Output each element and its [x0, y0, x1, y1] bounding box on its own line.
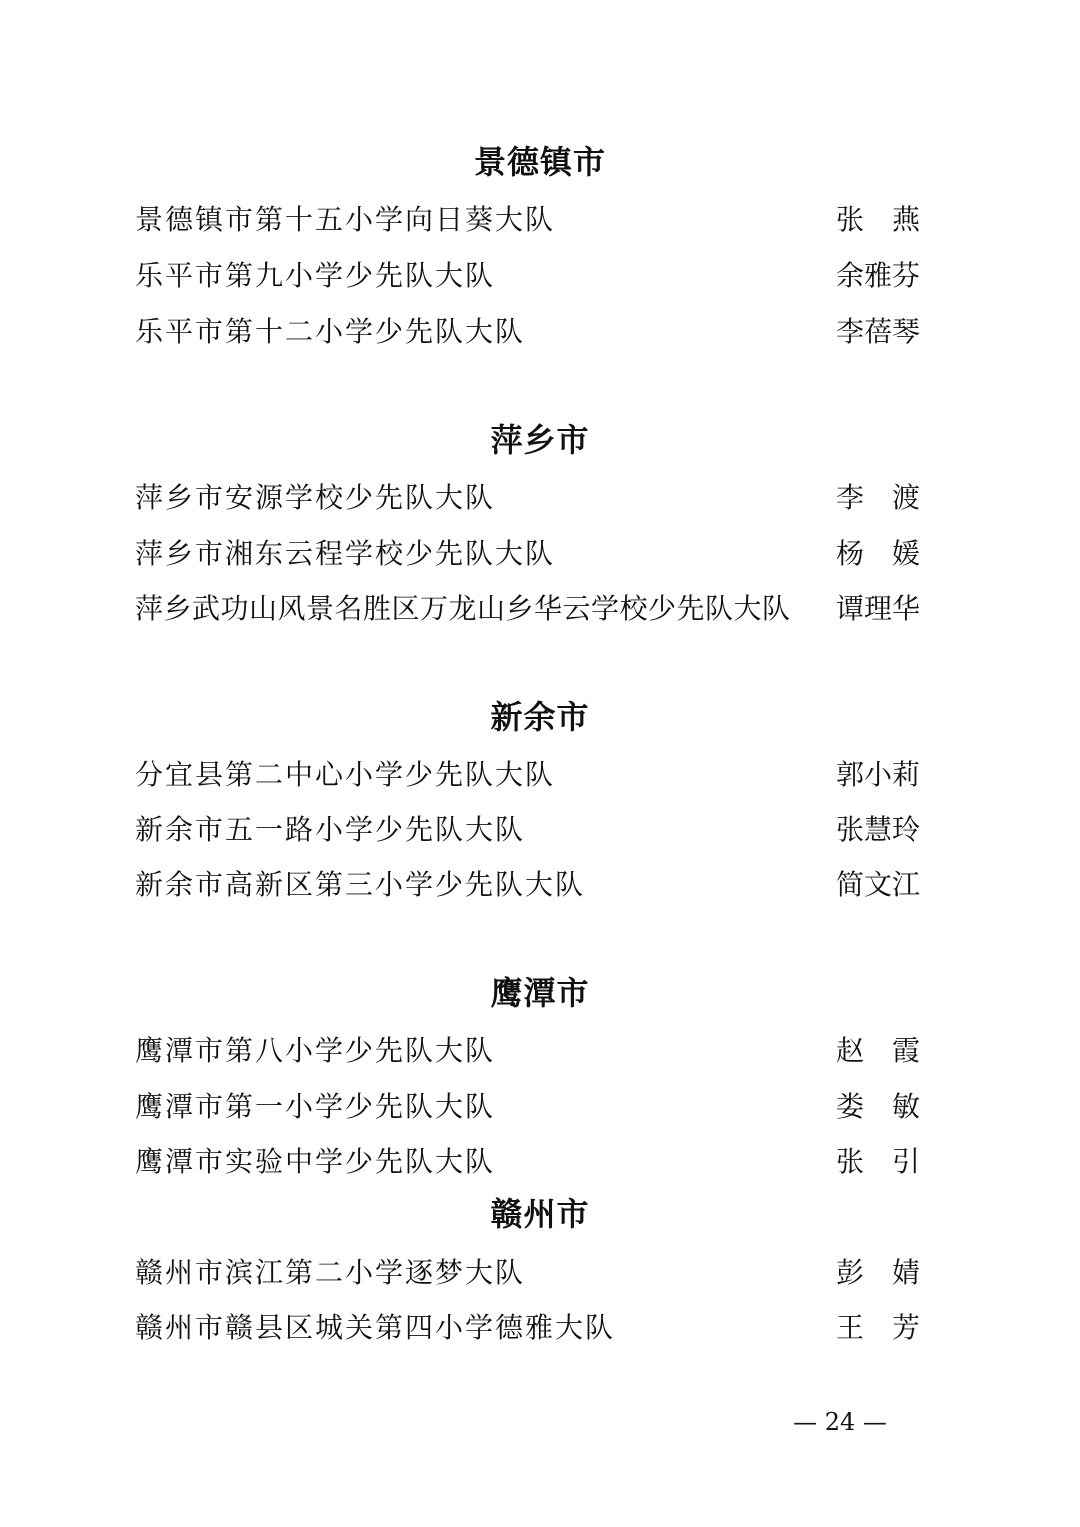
list-item: [135, 532, 920, 572]
counselor-name: 余雅芬: [836, 259, 921, 292]
list-item: [135, 1029, 920, 1069]
counselor-name: 简文江: [836, 868, 921, 901]
counselor-name: 张慧玲: [836, 813, 921, 846]
counselor-name: 李蓓琴: [836, 315, 921, 348]
section-heading: 景德镇市: [473, 143, 606, 181]
unit-name: 新余市高新区第三小学少先队大队: [135, 868, 586, 901]
unit-name: 新余市五一路小学少先队大队: [135, 813, 526, 846]
unit-name: 赣州市滨江第二小学逐梦大队: [135, 1256, 526, 1289]
list-item: [135, 1306, 920, 1346]
counselor-name: 谭理华: [836, 592, 921, 625]
section-heading: 新余市: [490, 698, 590, 736]
list-item: [135, 198, 920, 238]
section-heading: 鹰潭市: [490, 974, 590, 1012]
list-item: [135, 863, 920, 903]
counselor-name: 张 引: [836, 1145, 920, 1178]
section-heading: 萍乡市: [490, 421, 590, 459]
counselor-name: 赵 霞: [836, 1034, 920, 1067]
list-item: [135, 476, 920, 516]
section-heading: 赣州市: [490, 1195, 590, 1233]
list-item: [135, 310, 920, 350]
counselor-name: 王 芳: [836, 1311, 920, 1344]
unit-name: 景德镇市第十五小学向日葵大队: [135, 203, 556, 236]
unit-name: 鹰潭市第一小学少先队大队: [135, 1090, 496, 1123]
unit-name: 鹰潭市第八小学少先队大队: [135, 1034, 496, 1067]
list-item: [135, 808, 920, 848]
counselor-name: 张 燕: [836, 203, 920, 236]
unit-name: 乐平市第九小学少先队大队: [135, 259, 496, 292]
counselor-name: 李 渡: [836, 481, 920, 514]
counselor-name: 彭 婧: [836, 1256, 920, 1289]
list-item: [135, 587, 920, 627]
list-item: [135, 1085, 920, 1125]
list-item: [135, 254, 920, 294]
unit-name: 萍乡市湘东云程学校少先队大队: [135, 537, 556, 570]
list-item: [135, 753, 920, 793]
unit-name: 乐平市第十二小学少先队大队: [135, 315, 526, 348]
page-number: — 24 —: [793, 1408, 887, 1436]
unit-name: 萍乡市安源学校少先队大队: [135, 481, 496, 514]
counselor-name: 杨 媛: [836, 537, 920, 570]
unit-name: 萍乡武功山风景名胜区万龙山乡华云学校少先队大队: [135, 592, 791, 625]
counselor-name: 郭小莉: [836, 758, 921, 791]
unit-name: 鹰潭市实验中学少先队大队: [135, 1145, 496, 1178]
list-item: [135, 1251, 920, 1291]
counselor-name: 娄 敏: [836, 1090, 920, 1123]
unit-name: 分宜县第二中心小学少先队大队: [135, 758, 556, 791]
list-item: [135, 1140, 920, 1180]
unit-name: 赣州市赣县区城关第四小学德雅大队: [135, 1311, 616, 1344]
